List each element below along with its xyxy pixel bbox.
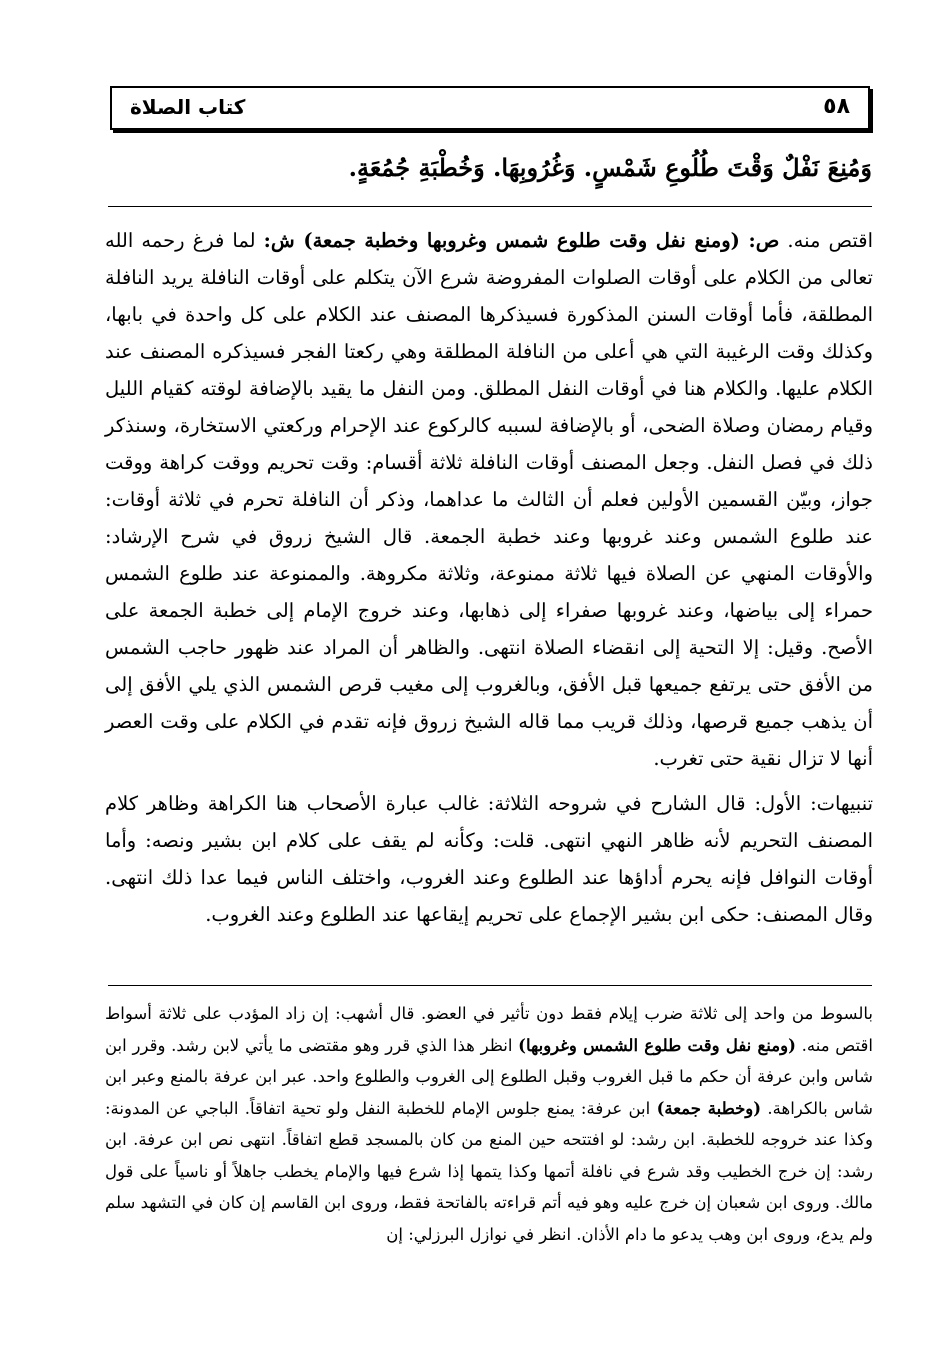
commentary-body — [105, 222, 873, 933]
matn-quote-label: ص: (ومنع نفل وقت طلوع شمس وغروبها وخطبة جمعة) ش: — [263, 229, 780, 252]
paragraph-1-rest: لما فرغ رحمه الله تعالى من الكلام على أوقات الصلوات المفروضة شرع الآن يتكلم على أوقات النافلة يريد النافلة المطلقة، فأما أوقات السنن المذكورة فسيذكرها المصنف عند الكلام على كل واحدة في بابها، وكذلك وقت الرغيبة التي هي أعلى من النافلة المطلقة وهي ركعتا الفجر فسيذكره المصنف عند الكلام عليها. والكلام هنا في أوقات النفل المطلق. ومن النفل ما يقيد بالإضافة لوقته كقيام الليل وقيام رمضان وصلاة الضحى، أو بالإضافة لسببه كالركوع عند الإحرام وركعتي الاستخارة، وسنذكر ذلك في فصل النفل. وجعل المصنف أوقات النافلة ثلاثة أقسام: وقت تحريم ووقت كراهة ووقت جواز، وبيّن القسمين الأولين فعلم أن الثالث ما عداهما، وذكر أن النافلة تحرم في ثلاثة أوقات: عند طلوع الشمس وعند غروبها وعند خطبة الجمعة. قال الشيخ زروق في شرح الإرشاد: والأوقات المنهي عن الصلاة فيها ثلاثة ممنوعة، وثلاثة مكروهة. والممنوعة عند طلوع الشمس حمراء إلى بياضها، وعند غروبها صفراء إلى ذهابها، وعند خروج الإمام إلى خطبة الجمعة على الأصح. وقيل: إلا التحية إلى انقضاء الصلاة انتهى. والظاهر أن المراد عند ظهور حاجب الشمس من الأفق حتى يرتفع جميعها قبل الأفق، وبالغروب إلى مغيب قرص الشمس الذي يلي الأفق إلى أن يذهب جميع قرصها، وذلك قريب مما قاله الشيخ زروق فإنه تقدم في الكلام على وقت العصر أنها لا تزال نقية حتى تغرب. — [105, 229, 873, 770]
matn-text: وَمُنِعَ نَفْلٌ وَقْتَ طُلُوعِ شَمْسٍ. وَغُرُوبِهَا. وَخُطْبَةِ جُمُعَةٍ. — [348, 153, 872, 182]
page-header — [110, 86, 870, 130]
book-title: كتاب الصلاة — [130, 95, 246, 119]
footnote-block — [105, 998, 873, 1250]
commentary-paragraph-2: تنبيهات: الأول: قال الشارح في شروحه الثلاثة: غالب عبارة الأصحاب هنا الكراهة وظاهر كلام المصنف التحريم لأنه ظاهر النهي انتهى. قلت: وكأنه لم يقف على كلام ابن بشير ونصه: وأما أوقات النوافل فإنه يحرم أداؤها عند الطلوع وعند الغروب، واختلف الناس فيما عدا ذلك انتهى. وقال المصنف: حكى ابن بشير الإجماع على تحريم إيقاعها عند الطلوع وعند الغروب. — [105, 792, 873, 926]
top-divider — [108, 206, 872, 207]
footnote-part-1: بالسوط من واحد إلى ثلاثة ضرب إيلام فقط دون تأثير في العضو. قال أشهب: إن زاد المؤدب على ثلاثة أسواط اقتص منه. — [105, 1004, 873, 1055]
footnote-bold-1: (ومنع نفل وقت طلوع الشمس وغروبها) — [518, 1035, 796, 1055]
footnote-part-2: انظر هذا الذي قرر وهو مقتضى ما يأتي لابن رشد. وقرر ابن شاس وابن عرفة أن حكم ما قبل الغروب وقبل الطلوع إلى الغروب والطلوع واحد. عبر ابن عرفة بالمنع وعبر ابن شاس بالكراهة. — [105, 1035, 873, 1118]
commentary-paragraph-1 — [105, 222, 873, 777]
footnote-part-3: ابن عرفة: يمنع جلوس الإمام للخطبة النفل ولو تحية اتفاقاً. الباجي عن المدونة: وكذا عند خروجه للخطبة. ابن رشد: لو افتتحه حين المنع من كان بالمسجد قطع اتفاقاً. انتهى نص ابن عرفة. ابن رشد: إن خرج الخطيب وقد شرع في نافلة أتمها وكذا يتمها إذا شرع فيها والإمام يخطب جاهلاً أو ناسياً على قول مالك. وروى ابن شعبان إن خرج عليه وهو فيه أتم قراءته بالفاتحة فقط، وروى ابن القاسم إن كان في التشهد سلم ولم يدع، وروى ابن وهب يدعو ما دام الأذان. انظر في نوازل البرزلي: إن — [105, 1098, 873, 1244]
footnote-divider — [108, 985, 872, 986]
footnote-paragraph — [105, 998, 873, 1250]
page-number: ٥٨ — [823, 94, 850, 119]
paragraph-1-start: اقتص منه. — [779, 229, 873, 252]
footnote-bold-2: (وخطبة جمعة) — [656, 1098, 762, 1118]
